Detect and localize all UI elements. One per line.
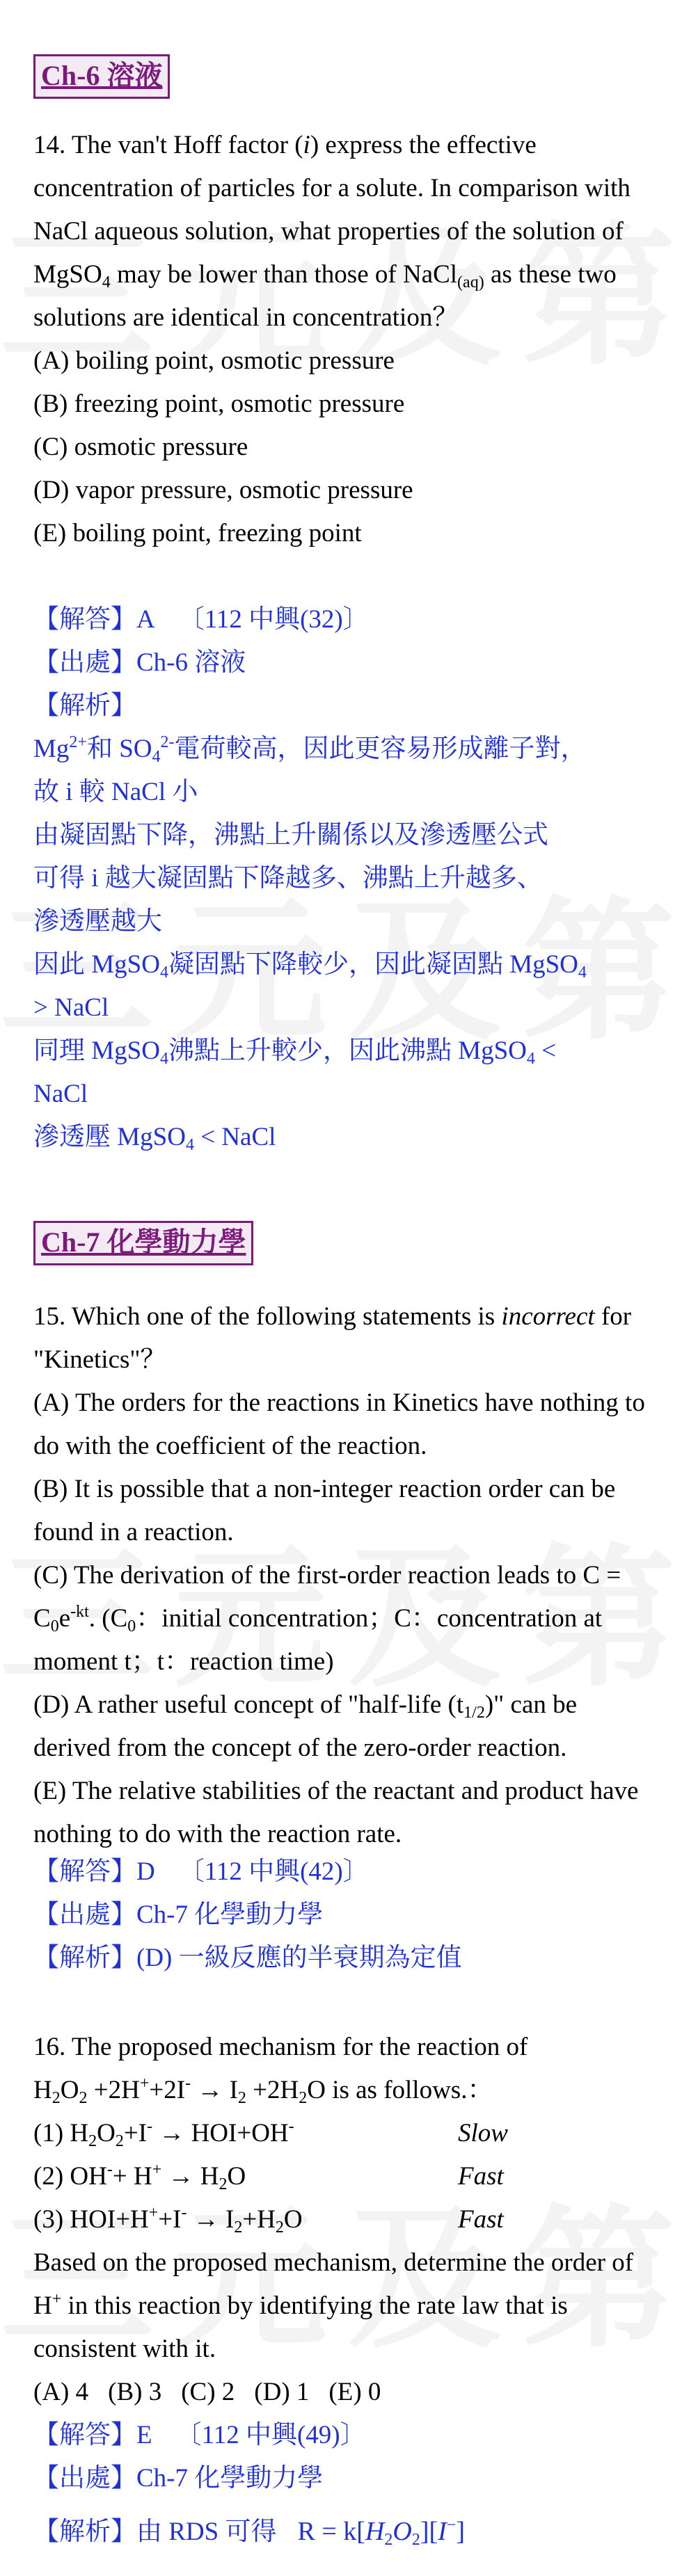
mechanism-step-2: (2) $OH^-+ H^+ \to H_2O$ Fast [33, 2161, 504, 2193]
choice-e: (E) 0 [328, 2378, 381, 2406]
answer-line: 【解答】E 〔112 中興(49)〕 [33, 2421, 366, 2449]
explain-line-8: 同理 MgSO$_4$沸點上升較少，因此沸點 MgSO$_4$ < [33, 1037, 557, 1068]
source-line: 【出處】Ch-6 溶液 [33, 648, 246, 677]
explain-label: 【解析】 [33, 691, 136, 720]
explain-line-5: 滲透壓越大 [33, 907, 162, 936]
question-14 [33, 124, 660, 555]
question-16-stem: 16. The proposed mechanism for the reaction of [33, 2033, 528, 2061]
explain-line-7: > NaCl [33, 993, 109, 1022]
option-c: (C) osmotic pressure [33, 433, 248, 461]
explain-line: 【解析】(D) 一級反應的半衰期為定值 [33, 1944, 462, 1972]
explain-line-1: $Mg^{2+}$和 $SO_4^{2-}$電荷較高，因此更容易形成離子對， [33, 733, 587, 766]
explain-line-2: 故 i 較 NaCl 小 [33, 778, 198, 806]
option-a: (A) boiling point, osmotic pressure [33, 346, 395, 375]
question-16-stem-2: Based on the proposed mechanism, determine the order of H+ in this reaction by identifying the rate law that is consistent with it. [33, 2248, 634, 2363]
choice-a: (A) 4 [33, 2378, 89, 2406]
choice-c: (C) 2 [181, 2378, 235, 2406]
chapter-heading-ch7: Ch-7 化學動力學 [33, 1221, 253, 1265]
explain-line-6: 因此 MgSO$_4$凝固點下降較少，因此凝固點 MgSO$_4$ [33, 950, 587, 982]
explain-line-9: NaCl [33, 1080, 88, 1108]
reaction-equation: $H_2O_2 +2H^++2I^- \to I_2 +2H_2O$ is as follows.： [33, 2074, 493, 2107]
explain-line-4: 可得 i 越大凝固點下降越多、沸點上升越多、 [33, 864, 543, 893]
answer-choices [33, 2371, 660, 2414]
answer-block-14 [33, 598, 667, 1159]
rate-law: $R = k[H_2O_2][I^-]$ [297, 2516, 465, 2549]
question-15 [33, 1295, 660, 1856]
source-line: 【出處】Ch-7 化學動力學 [33, 2464, 324, 2493]
option-d: (D) vapor pressure, osmotic pressure [33, 476, 413, 504]
question-16 [33, 2026, 660, 2414]
explain-line: 【解析】由 RDS 可得 $R = k[H_2O_2][I^-]$ [33, 2516, 465, 2549]
answer-line: 【解答】A 〔112 中興(32)〕 [33, 605, 369, 634]
question-14-stem: 14. The van't Hoff factor (i) express the effective concentration of particles for a solute. In comparison with NaCl aqueous solution, what properties of the solution of MgSO$_4$ may be lower than those of NaCl$_{(aq)}$ as these two solutions are identical in concentration？ [33, 131, 631, 332]
question-15-stem: 15. Which one of the following statements is incorrect for "Kinetics"？ [33, 1302, 632, 1374]
chapter-heading-ch6: Ch-6 溶液 [33, 54, 170, 99]
option-a: (A) The orders for the reactions in Kinetics have nothing to do with the coefficient of the reaction. [33, 1389, 645, 1460]
option-b: (B) It is possible that a non-integer reaction order can be found in a reaction. [33, 1475, 616, 1546]
option-e: (E) boiling point, freezing point [33, 519, 362, 547]
option-b: (B) freezing point, osmotic pressure [33, 390, 405, 418]
mechanism-step-3: (3) $HOI+H^++I^- \to I_2+H_2O$ Fast [33, 2204, 504, 2237]
answer-block-16 [33, 2414, 667, 2554]
option-c: (C) The derivation of the first-order reaction leads to $C = C_0e^{-kt}$. ($C_0$：initial concentration；C：concentration at moment t；t：reaction time) [33, 1561, 621, 1676]
answer-line: 【解答】D 〔112 中興(42)〕 [33, 1857, 369, 1886]
explain-line-10: 滲透壓 MgSO$_4$ < NaCl [33, 1123, 276, 1154]
choice-b: (B) 3 [108, 2378, 162, 2406]
mechanism-step-1: (1) $H_2O_2+I^- \to HOI+OH^-$ Slow [33, 2118, 508, 2150]
explain-line-3: 由凝固點下降，沸點上升關係以及滲透壓公式 [33, 821, 548, 849]
choice-d: (D) 1 [254, 2378, 310, 2406]
option-d: (D) A rather useful concept of "half-life $(t_{1/2})$" can be derived from the concept of the zero-order reaction. [33, 1690, 578, 1762]
answer-block-15 [33, 1850, 667, 1980]
option-e: (E) The relative stabilities of the reactant and product have nothing to do with the reaction rate. [33, 1777, 639, 1848]
source-line: 【出處】Ch-7 化學動力學 [33, 1901, 324, 1929]
